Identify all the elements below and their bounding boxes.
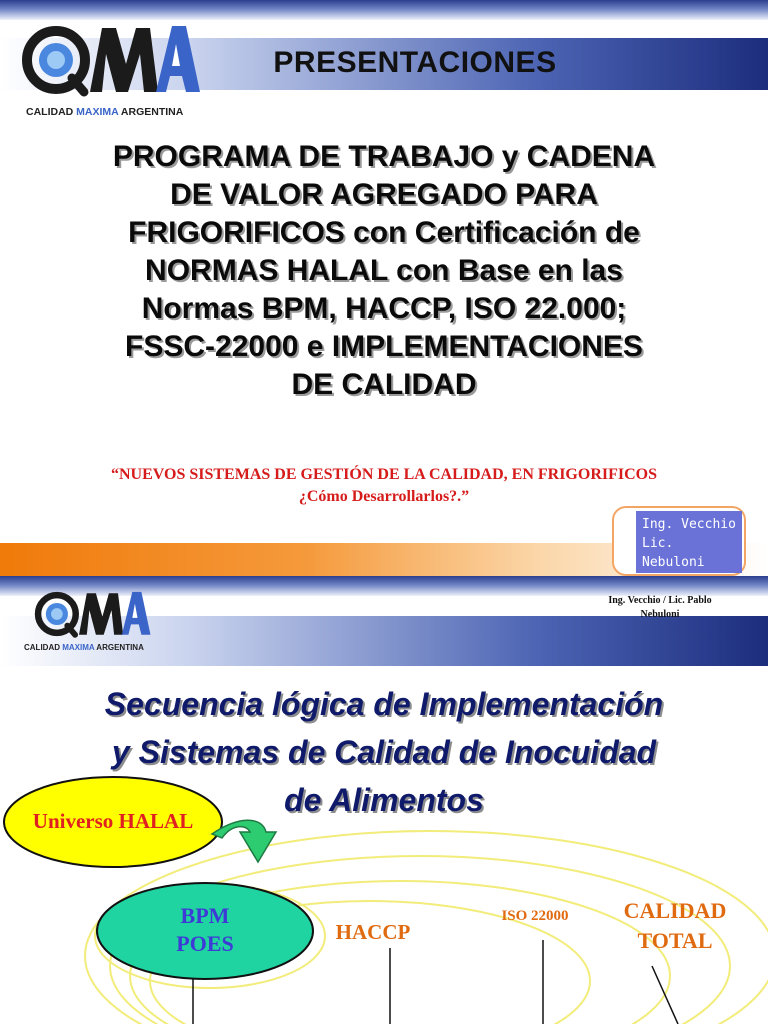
sequence-title-line: y Sistemas de Calidad de Inocuidad <box>111 734 657 770</box>
bpm-label-line: BPM <box>180 903 230 928</box>
sequence-title-line: Secuencia lógica de Implementación <box>104 686 664 722</box>
author-line: Ing. Vecchio <box>642 517 736 532</box>
author-credit-line: Nebuloni <box>640 609 680 620</box>
subtitle-line: ¿Cómo Desarrollarlos?.” <box>298 488 470 505</box>
qma-logo <box>20 20 200 120</box>
sequence-diagram <box>0 576 768 1024</box>
qma-logo-mark <box>20 20 200 100</box>
top-gradient-bar <box>0 0 768 20</box>
subtitle-line: “NUEVOS SISTEMAS DE GESTIÓN DE LA CALIDAD, EN FRIGORIFICOS <box>110 466 657 483</box>
author-box <box>636 511 742 573</box>
bpm-poes-label <box>150 902 260 958</box>
subtitle-quote <box>30 464 738 508</box>
calidad-label-line: CALIDAD <box>623 898 727 923</box>
haccp-label: HACCP <box>335 920 411 944</box>
section-heading: PRESENTACIONES <box>273 46 557 79</box>
main-title-line: FSSC-22000 e IMPLEMENTACIONES <box>125 330 643 363</box>
sequence-title-line: de Alimentos <box>284 782 484 818</box>
bpm-label-line: POES <box>176 931 234 956</box>
main-title-line: NORMAS HALAL con Base en las <box>145 254 623 287</box>
main-title-line: PROGRAMA DE TRABAJO y CADENA <box>112 140 656 173</box>
main-title-line: DE CALIDAD <box>291 368 477 401</box>
universe-halal-label: Universo HALAL <box>32 809 194 833</box>
main-title-line: DE VALOR AGREGADO PARA <box>170 178 598 211</box>
main-title-line: FRIGORIFICOS con Certificación de <box>128 216 640 249</box>
calidad-total-label <box>600 896 750 956</box>
calidad-label-line: TOTAL <box>637 928 713 953</box>
connector-line-calidad <box>652 966 678 1024</box>
author-line: Nebuloni <box>642 555 705 570</box>
iso-22000-label: ISO 22000 <box>501 908 569 924</box>
author-line: Lic. <box>642 536 674 551</box>
logo-caption: CALIDAD MAXIMA ARGENTINA <box>26 106 184 118</box>
main-title-line: Normas BPM, HACCP, ISO 22.000; <box>141 292 627 325</box>
author-credit-line: Ing. Vecchio / Lic. Pablo <box>608 595 712 606</box>
main-title <box>60 138 708 404</box>
logo-caption: CALIDAD MAXIMA ARGENTINA <box>24 643 144 652</box>
slide-2 <box>0 576 768 1024</box>
